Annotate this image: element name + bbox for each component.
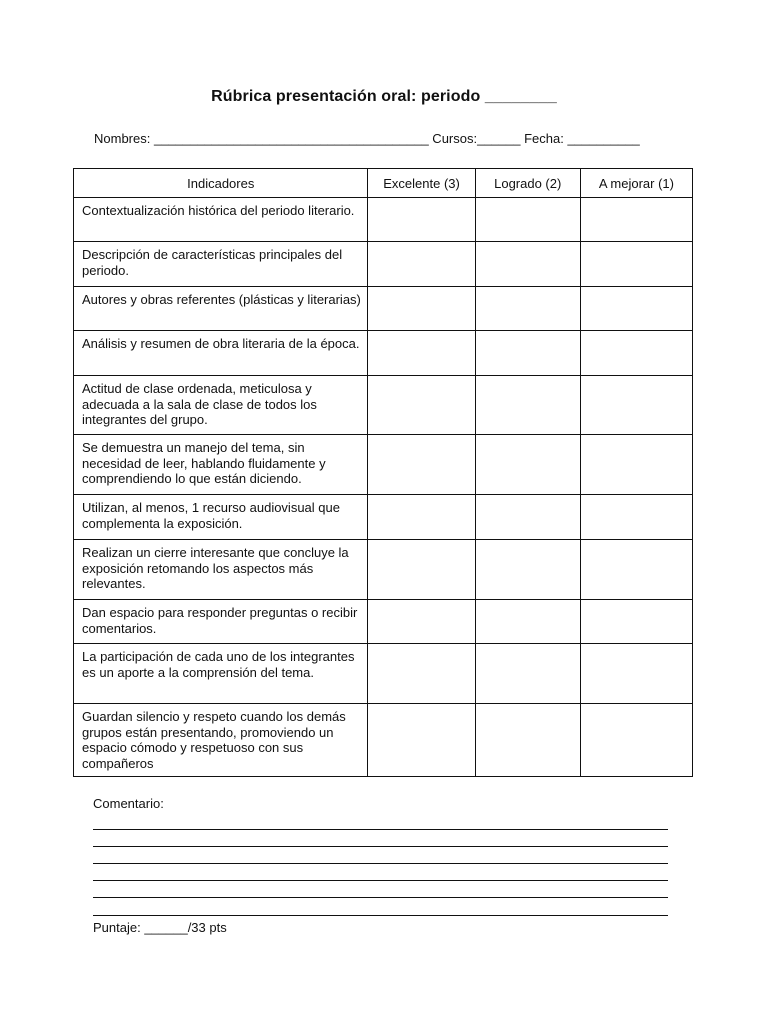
score-cell-a-mejorar[interactable] <box>580 495 692 540</box>
score-cell-excelente[interactable] <box>368 540 475 600</box>
indicator-cell: Análisis y resumen de obra literaria de la época. <box>74 331 368 376</box>
table-row <box>74 435 693 495</box>
score-cell-a-mejorar[interactable] <box>580 331 692 376</box>
score-cell-a-mejorar[interactable] <box>580 287 692 331</box>
indicator-cell: La participación de cada uno de los integrantes es un aporte a la comprensión del tema. <box>74 644 368 704</box>
score-cell-excelente[interactable] <box>368 198 475 242</box>
score-cell-a-mejorar[interactable] <box>580 540 692 600</box>
header-excelente: Excelente (3) <box>368 169 475 198</box>
table-row <box>74 704 693 777</box>
header-indicadores: Indicadores <box>74 169 368 198</box>
score-cell-a-mejorar[interactable] <box>580 376 692 435</box>
indicator-cell: Dan espacio para responder preguntas o recibir comentarios. <box>74 600 368 644</box>
indicator-cell: Actitud de clase ordenada, meticulosa y adecuada a la sala de clase de todos los integrantes del grupo. <box>74 376 368 435</box>
score-line: Puntaje: ______/33 pts <box>93 920 227 935</box>
score-cell-logrado[interactable] <box>475 198 580 242</box>
score-cell-a-mejorar[interactable] <box>580 435 692 495</box>
score-cell-excelente[interactable] <box>368 331 475 376</box>
comment-line[interactable] <box>93 863 668 864</box>
table-row <box>74 287 693 331</box>
score-cell-logrado[interactable] <box>475 704 580 777</box>
indicator-cell: Contextualización histórica del periodo literario. <box>74 198 368 242</box>
comment-line[interactable] <box>93 915 668 916</box>
comment-line[interactable] <box>93 897 668 898</box>
student-info-line: Nombres: ______________________________________ Cursos:______ Fecha: __________ <box>94 131 640 146</box>
comment-line[interactable] <box>93 829 668 830</box>
table-row <box>74 495 693 540</box>
indicator-cell: Guardan silencio y respeto cuando los demás grupos están presentando, promoviendo un espacio cómodo y respetuoso con sus compañeros <box>74 704 368 777</box>
score-cell-logrado[interactable] <box>475 644 580 704</box>
score-cell-logrado[interactable] <box>475 540 580 600</box>
score-cell-logrado[interactable] <box>475 242 580 287</box>
rubric-table <box>73 168 693 777</box>
score-cell-logrado[interactable] <box>475 287 580 331</box>
indicator-cell: Autores y obras referentes (plásticas y literarias) <box>74 287 368 331</box>
table-row <box>74 540 693 600</box>
indicator-cell: Descripción de características principales del periodo. <box>74 242 368 287</box>
comment-line[interactable] <box>93 846 668 847</box>
indicator-cell: Realizan un cierre interesante que concluye la exposición retomando los aspectos más relevantes. <box>74 540 368 600</box>
score-cell-excelente[interactable] <box>368 376 475 435</box>
score-cell-excelente[interactable] <box>368 600 475 644</box>
table-row <box>74 331 693 376</box>
score-cell-excelente[interactable] <box>368 242 475 287</box>
table-row <box>74 600 693 644</box>
score-cell-a-mejorar[interactable] <box>580 704 692 777</box>
document-title: Rúbrica presentación oral: periodo ________ <box>211 88 557 105</box>
comment-label: Comentario: <box>93 796 164 811</box>
comment-line[interactable] <box>93 880 668 881</box>
score-cell-logrado[interactable] <box>475 331 580 376</box>
score-cell-logrado[interactable] <box>475 435 580 495</box>
score-cell-logrado[interactable] <box>475 600 580 644</box>
header-a-mejorar: A mejorar (1) <box>580 169 692 198</box>
score-cell-excelente[interactable] <box>368 435 475 495</box>
score-cell-logrado[interactable] <box>475 495 580 540</box>
score-cell-a-mejorar[interactable] <box>580 600 692 644</box>
table-row <box>74 644 693 704</box>
score-cell-excelente[interactable] <box>368 644 475 704</box>
header-logrado: Logrado (2) <box>475 169 580 198</box>
indicator-cell: Se demuestra un manejo del tema, sin necesidad de leer, hablando fluidamente y comprendiendo lo que están diciendo. <box>74 435 368 495</box>
indicator-cell: Utilizan, al menos, 1 recurso audiovisual que complementa la exposición. <box>74 495 368 540</box>
score-cell-excelente[interactable] <box>368 704 475 777</box>
score-cell-a-mejorar[interactable] <box>580 644 692 704</box>
table-row <box>74 242 693 287</box>
score-cell-excelente[interactable] <box>368 287 475 331</box>
score-cell-excelente[interactable] <box>368 495 475 540</box>
table-row <box>74 198 693 242</box>
table-row <box>74 376 693 435</box>
score-cell-a-mejorar[interactable] <box>580 242 692 287</box>
score-cell-a-mejorar[interactable] <box>580 198 692 242</box>
score-cell-logrado[interactable] <box>475 376 580 435</box>
table-header-row <box>74 169 693 198</box>
